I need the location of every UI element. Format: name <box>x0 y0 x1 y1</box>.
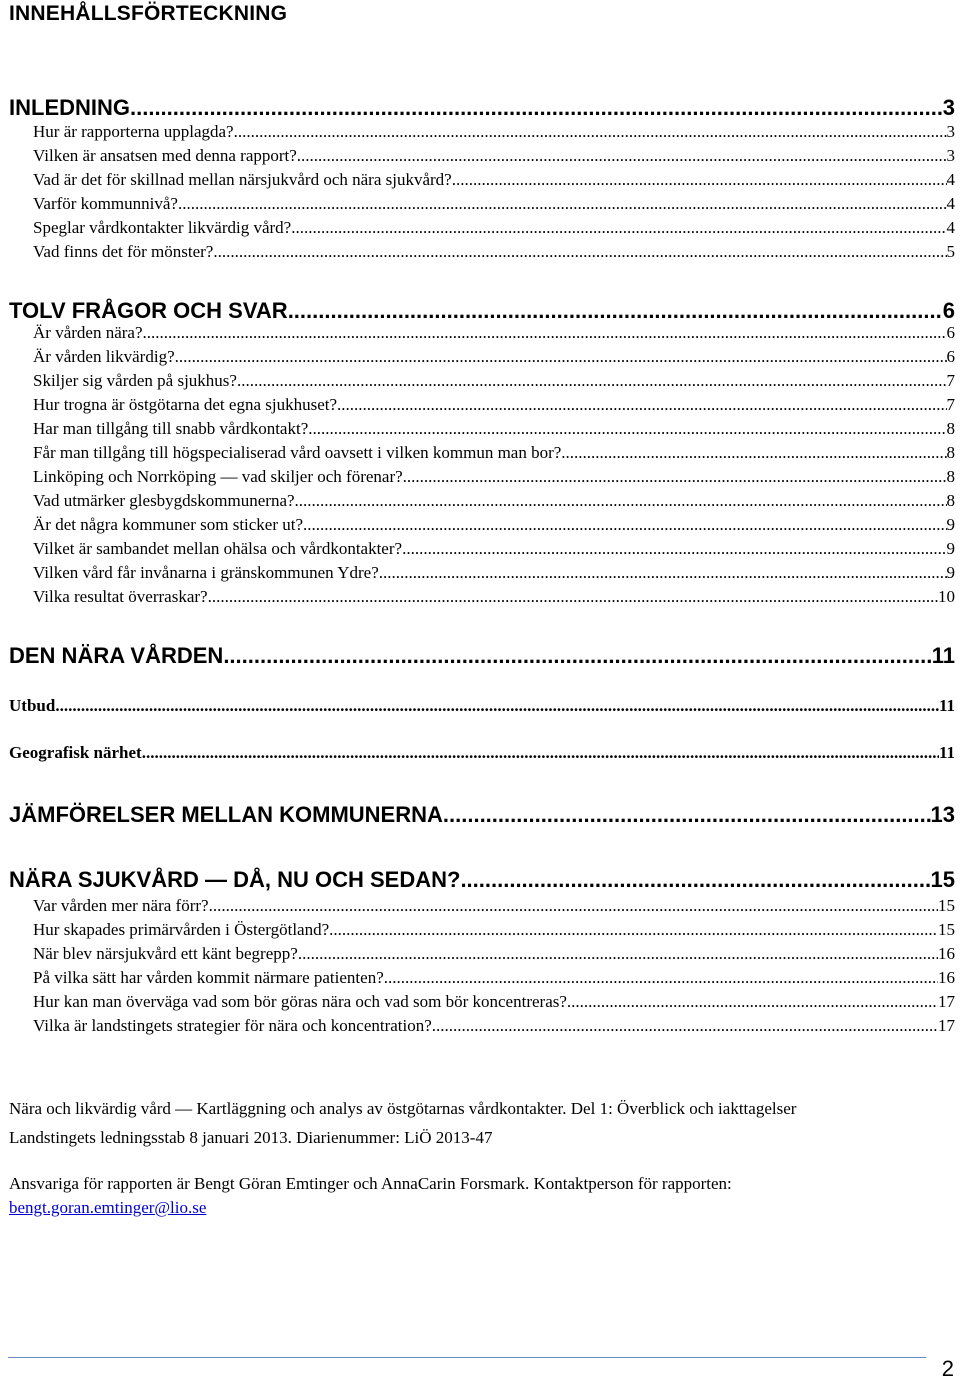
toc-entry-label: Vilka resultat överraskar? <box>33 587 208 606</box>
toc-leader-dots <box>432 1015 938 1037</box>
toc-subentry[interactable] <box>33 895 955 917</box>
toc-entry[interactable] <box>9 298 955 324</box>
toc-leader-dots <box>213 241 946 263</box>
toc-page-number: 15 <box>938 920 955 939</box>
toc-entry[interactable] <box>9 695 955 717</box>
toc-entry-label: Är vården likvärdig? <box>33 347 175 366</box>
toc-leader-dots <box>337 394 946 416</box>
report-title-line: Nära och likvärdig vård — Kartläggning och analys av östgötarnas vårdkontakter. Del 1: Överblick och iakttagelser <box>9 1099 797 1118</box>
toc-subentry[interactable] <box>33 346 955 368</box>
toc-page-number: 4 <box>946 194 955 213</box>
toc-page-number: 8 <box>946 467 955 486</box>
toc-subentry[interactable] <box>33 586 955 608</box>
toc-entry[interactable] <box>9 802 955 828</box>
toc-subentry[interactable] <box>33 241 955 263</box>
toc-entry-label: Hur är rapporterna upplagda? <box>33 122 234 141</box>
toc-entry-label: Vilken vård får invånarna i gränskommunen Ydre? <box>33 563 379 582</box>
toc-entry-label: NÄRA SJUKVÅRD — DÅ, NU OCH SEDAN? <box>9 867 461 892</box>
toc-entry-label: Hur skapades primärvården i Östergötland? <box>33 920 330 939</box>
toc-entry-label: INLEDNING <box>9 95 130 120</box>
toc-leader-dots <box>142 742 939 764</box>
toc-entry-label: Skiljer sig vården på sjukhus? <box>33 371 237 390</box>
toc-page-number: 8 <box>946 443 955 462</box>
toc-leader-dots <box>384 967 938 989</box>
toc-subentry[interactable] <box>33 967 955 989</box>
toc-subentry[interactable] <box>33 442 955 464</box>
toc-leader-dots <box>208 586 938 608</box>
toc-leader-dots <box>298 943 938 965</box>
toc-leader-dots <box>130 95 943 121</box>
toc-leader-dots <box>209 895 938 917</box>
toc-entry[interactable] <box>9 95 955 121</box>
toc-entry-label: Vad är det för skillnad mellan närsjukvård och nära sjukvård? <box>33 170 452 189</box>
toc-entry-label: JÄMFÖRELSER MELLAN KOMMUNERNA <box>9 802 443 827</box>
toc-subentry[interactable] <box>33 418 955 440</box>
toc-entry-label: Har man tillgång till snabb vårdkontakt? <box>33 419 309 438</box>
toc-leader-dots <box>288 298 943 324</box>
toc-page-number: 10 <box>938 587 955 606</box>
toc-leader-dots <box>379 562 947 584</box>
toc-subentry[interactable] <box>33 991 955 1013</box>
toc-leader-dots <box>561 442 946 464</box>
toc-subentry[interactable] <box>33 466 955 488</box>
toc-leader-dots <box>403 466 947 488</box>
toc-entry-label: Utbud <box>9 696 56 715</box>
toc-leader-dots <box>291 217 946 239</box>
toc-page-number: 3 <box>946 146 955 165</box>
toc-entry-label: På vilka sätt har vården kommit närmare patienten? <box>33 968 384 987</box>
toc-leader-dots <box>178 193 947 215</box>
toc-subentry[interactable] <box>33 121 955 143</box>
toc-page-number: 3 <box>946 122 955 141</box>
toc-page-number: 3 <box>942 95 955 120</box>
toc-leader-dots <box>460 867 930 893</box>
toc-leader-dots <box>303 514 946 536</box>
toc-leader-dots <box>443 802 931 828</box>
toc-leader-dots <box>402 538 946 560</box>
toc-page-number: 9 <box>946 539 955 558</box>
toc-leader-dots <box>308 418 946 440</box>
toc-leader-dots <box>567 991 938 1013</box>
toc-leader-dots <box>329 919 938 941</box>
toc-entry-label: Varför kommunnivå? <box>33 194 178 213</box>
toc-leader-dots <box>237 370 947 392</box>
toc-subentry[interactable] <box>33 562 955 584</box>
toc-leader-dots <box>175 346 947 368</box>
toc-page-number: 7 <box>946 395 955 414</box>
toc-entry-label: TOLV FRÅGOR OCH SVAR <box>9 298 288 323</box>
toc-subentry[interactable] <box>33 322 955 344</box>
report-meta-line: Landstingets ledningsstab 8 januari 2013. Diarienummer: LiÖ 2013-47 <box>9 1128 493 1147</box>
toc-entry[interactable] <box>9 867 955 893</box>
toc-page-number: 16 <box>938 944 955 963</box>
toc-subentry[interactable] <box>33 145 955 167</box>
toc-page-number: 11 <box>938 743 955 762</box>
toc-subentry[interactable] <box>33 217 955 239</box>
footer-divider <box>8 1357 926 1358</box>
toc-entry-label: Geografisk närhet <box>9 743 142 762</box>
toc-page-number: 9 <box>946 515 955 534</box>
toc-entry-label: Speglar vårdkontakter likvärdig vård? <box>33 218 292 237</box>
toc-leader-dots <box>223 643 931 669</box>
toc-entry-label: När blev närsjukvård ett känt begrepp? <box>33 944 298 963</box>
toc-entry-label: Vilka är landstingets strategier för nära och koncentration? <box>33 1016 432 1035</box>
toc-entry-label: Vad utmärker glesbygdskommunerna? <box>33 491 295 510</box>
toc-page-number: 9 <box>946 563 955 582</box>
toc-subentry[interactable] <box>33 514 955 536</box>
toc-entry-label: Var vården mer nära förr? <box>33 896 209 915</box>
toc-leader-dots <box>55 695 939 717</box>
toc-entry-label: Vad finns det för mönster? <box>33 242 214 261</box>
toc-page-number: 11 <box>938 696 955 715</box>
toc-page-number: 15 <box>938 896 955 915</box>
contact-email-link[interactable]: bengt.goran.emtinger@lio.se <box>9 1198 207 1217</box>
toc-subentry[interactable] <box>33 538 955 560</box>
toc-page-number: 15 <box>930 867 955 892</box>
toc-subentry[interactable] <box>33 1015 955 1037</box>
toc-page-number: 6 <box>946 323 955 342</box>
toc-entry-label: Linköping och Norrköping — vad skiljer och förenar? <box>33 467 403 486</box>
toc-entry-label: Vilken är ansatsen med denna rapport? <box>33 146 297 165</box>
toc-leader-dots <box>143 322 947 344</box>
toc-page-number: 17 <box>938 1016 955 1035</box>
responsible-authors-line: Ansvariga för rapporten är Bengt Göran Emtinger och AnnaCarin Forsmark. Kontaktperson för rapporten: <box>9 1174 732 1193</box>
toc-entry-label: Är vården nära? <box>33 323 143 342</box>
toc-page-number: 8 <box>946 419 955 438</box>
toc-page-number: 4 <box>946 218 955 237</box>
toc-subentry[interactable] <box>33 490 955 512</box>
toc-subentry[interactable] <box>33 919 955 941</box>
toc-leader-dots <box>234 121 947 143</box>
toc-leader-dots <box>452 169 947 191</box>
toc-subentry[interactable] <box>33 943 955 965</box>
toc-page-number: 8 <box>946 491 955 510</box>
toc-page-number: 7 <box>946 371 955 390</box>
toc-subentry[interactable] <box>33 394 955 416</box>
toc-page-number: 6 <box>942 298 955 323</box>
toc-entry-label: DEN NÄRA VÅRDEN <box>9 643 224 668</box>
toc-subentry[interactable] <box>33 370 955 392</box>
toc-page-number: 5 <box>946 242 955 261</box>
toc-entry-label: Hur kan man överväga vad som bör göras nära och vad som bör koncentreras? <box>33 992 567 1011</box>
toc-entry-label: Får man tillgång till högspecialiserad vård oavsett i vilken kommun man bor? <box>33 443 562 462</box>
toc-page-number: 11 <box>931 643 955 668</box>
toc-entry-label: Är det några kommuner som sticker ut? <box>33 515 304 534</box>
toc-leader-dots <box>295 490 947 512</box>
toc-page-number: 4 <box>946 170 955 189</box>
toc-heading: INNEHÅLLSFÖRTECKNING <box>9 2 288 25</box>
toc-page-number: 6 <box>946 347 955 366</box>
toc-page-number: 16 <box>938 968 955 987</box>
toc-entry-label: Vilket är sambandet mellan ohälsa och vårdkontakter? <box>33 539 403 558</box>
toc-subentry[interactable] <box>33 193 955 215</box>
toc-entry[interactable] <box>9 742 955 764</box>
toc-entry[interactable] <box>9 643 955 669</box>
toc-subentry[interactable] <box>33 169 955 191</box>
toc-leader-dots <box>297 145 947 167</box>
toc-page-number: 17 <box>938 992 955 1011</box>
page-number: 2 <box>941 1356 954 1381</box>
toc-entry-label: Hur trogna är östgötarna det egna sjukhuset? <box>33 395 338 414</box>
toc-page-number: 13 <box>930 802 955 827</box>
